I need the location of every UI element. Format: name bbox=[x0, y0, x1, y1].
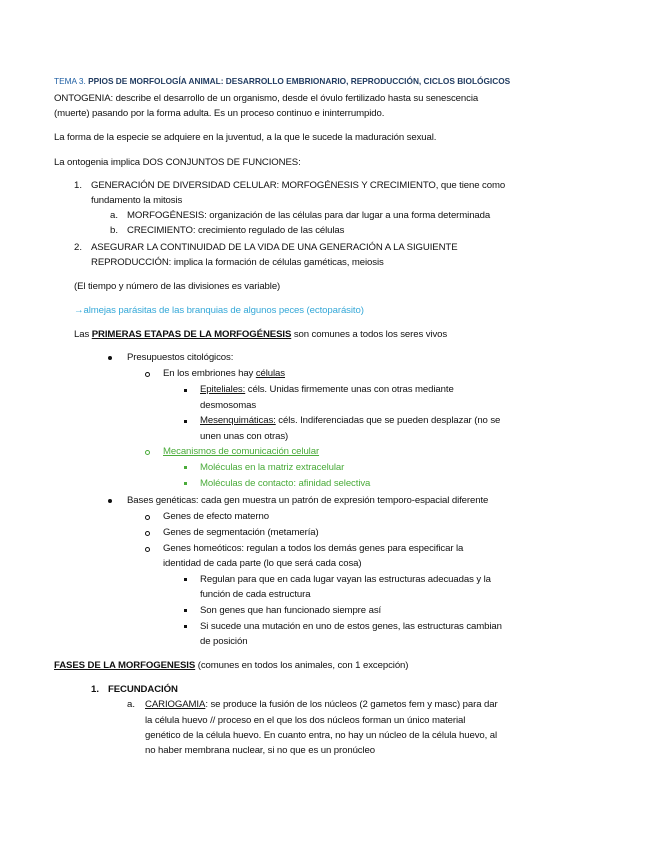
almejas-note: →almejas parásitas de las branquias de algunos peces (ectoparásito) bbox=[74, 305, 364, 316]
moleculas-matriz-item: Moléculas en la matriz extracelular bbox=[200, 462, 345, 473]
sub-marker-a: a. bbox=[110, 210, 119, 221]
bullet-square-icon bbox=[184, 625, 187, 628]
presupuestos-label: Presupuestos citológicos: bbox=[127, 352, 234, 363]
cariogamia-line-2: la célula huevo // proceso en el que los dos núcleos forman un único material bbox=[145, 715, 466, 726]
regulan-line-1: Regulan para que en cada lugar vayan las estructuras adecuadas y la bbox=[200, 574, 491, 585]
regulan-line-2: función de cada estructura bbox=[200, 589, 311, 600]
cariogamia-line-1: CARIOGAMIA: se produce la fusión de los núcleos (2 gametos fem y masc) para dar bbox=[145, 699, 498, 710]
bullet-square-icon bbox=[184, 466, 187, 469]
genes-segmentacion: Genes de segmentación (metamería) bbox=[163, 527, 319, 538]
primeras-etapas-title: PRIMERAS ETAPAS DE LA MORFOGÉNESIS bbox=[91, 329, 292, 340]
ontogenia-line-1: ONTOGENIA: describe el desarrollo de un organismo, desde el óvulo fertilizado hasta su senescencia bbox=[54, 93, 479, 104]
bullet-ring-icon bbox=[145, 547, 150, 552]
list-number-1: 1. bbox=[74, 180, 83, 191]
bullet-square-icon bbox=[184, 578, 187, 581]
moleculas-contacto-item: Moléculas de contacto: afinidad selectiva bbox=[200, 478, 371, 489]
bullet-square-icon bbox=[184, 609, 187, 612]
genes-homeoticos-line-2: identidad de cada parte (lo que será cada cosa) bbox=[163, 558, 362, 569]
function-1-line-2: fundamento la mitosis bbox=[91, 195, 183, 206]
mutacion-line-1: Si sucede una mutación en uno de estos genes, las estructuras cambian bbox=[200, 621, 502, 632]
mecanismos-item: Mecanismos de comunicación celular bbox=[163, 446, 320, 457]
mesenquimaticas-line-1: Mesenquimáticas: céls. Indiferenciadas que se pueden desplazar (no se bbox=[200, 415, 501, 426]
bullet-ring-icon bbox=[145, 450, 150, 455]
bullet-dot-icon bbox=[108, 499, 112, 503]
bases-geneticas-label: Bases genéticas: cada gen muestra un patrón de expresión temporo-espacial diferente bbox=[127, 495, 489, 506]
embriones-item: En los embriones hay células bbox=[163, 368, 285, 379]
forma-paragraph: La forma de la especie se adquiere en la juventud, a la que le sucede la maduración sexual. bbox=[54, 132, 437, 143]
son-genes-item: Son genes que han funcionado siempre así bbox=[200, 605, 382, 616]
tema-title: PPIOS DE MORFOLOGÍA ANIMAL: DESARROLLO EMBRIONARIO, REPRODUCCIÓN, CICLOS BIOLÓGICOS bbox=[85, 76, 511, 86]
morfogenesis-item: MORFOGÉNESIS: organización de las células para dar lugar a una forma determinada bbox=[127, 210, 491, 221]
primeras-etapas-line: Las PRIMERAS ETAPAS DE LA MORFOGÉNESIS son comunes a todos los seres vivos bbox=[74, 329, 448, 340]
tiempo-note: (El tiempo y número de las divisiones es variable) bbox=[74, 281, 281, 292]
fases-title: FASES DE LA MORFOGENESIS bbox=[54, 660, 196, 671]
bullet-ring-icon bbox=[145, 515, 150, 520]
function-2-line-2: REPRODUCCIÓN: implica la formación de células gaméticas, meiosis bbox=[91, 257, 384, 268]
cariogamia-marker: a. bbox=[127, 699, 136, 710]
bullet-square-icon bbox=[184, 420, 187, 423]
bullet-square-icon bbox=[184, 389, 187, 392]
epiteliales-line-1: Epiteliales: céls. Unidas firmemente unas con otras mediante bbox=[200, 384, 454, 395]
fecundacion-number: 1. bbox=[91, 684, 100, 695]
fecundacion-title: FECUNDACIÓN bbox=[108, 684, 178, 695]
cariogamia-line-3: genético de la célula huevo. En cuanto entra, no hay un núcleo de la célula huevo, al bbox=[145, 730, 498, 741]
mesenquimaticas-line-2: unen unas con otras) bbox=[200, 431, 289, 442]
function-2-line-1: ASEGURAR LA CONTINUIDAD DE LA VIDA DE UNA GENERACIÓN A LA SIGUIENTE bbox=[91, 242, 458, 253]
mutacion-line-2: de posición bbox=[200, 636, 248, 647]
genes-efecto-materno: Genes de efecto materno bbox=[163, 511, 269, 522]
bullet-square-icon bbox=[184, 482, 187, 485]
tema-label: TEMA 3. bbox=[54, 76, 86, 86]
crecimiento-item: CRECIMIENTO: crecimiento regulado de las células bbox=[127, 225, 345, 236]
epiteliales-line-2: desmosomas bbox=[200, 400, 257, 411]
genes-homeoticos-line-1: Genes homeóticos: regulan a todos los demás genes para especificar la bbox=[163, 543, 464, 554]
document-heading bbox=[54, 75, 510, 88]
ontogenia-line-2: (muerte) pasando por la forma adulta. Es un proceso continuo e ininterrumpido. bbox=[54, 108, 385, 119]
cariogamia-line-4: no haber membrana nuclear, si no que es un pronúcleo bbox=[145, 745, 376, 756]
funciones-paragraph: La ontogenia implica DOS CONJUNTOS DE FUNCIONES: bbox=[54, 157, 301, 168]
function-1-line-1: GENERACIÓN DE DIVERSIDAD CELULAR: MORFOGÉNESIS Y CRECIMIENTO, que tiene como bbox=[91, 180, 506, 191]
bullet-ring-icon bbox=[145, 372, 150, 377]
fases-heading: FASES DE LA MORFOGENESIS (comunes en todos los animales, con 1 excepción) bbox=[54, 660, 409, 671]
bullet-dot-icon bbox=[108, 356, 112, 360]
sub-marker-b: b. bbox=[110, 225, 119, 236]
list-number-2: 2. bbox=[74, 242, 83, 253]
bullet-ring-icon bbox=[145, 531, 150, 536]
